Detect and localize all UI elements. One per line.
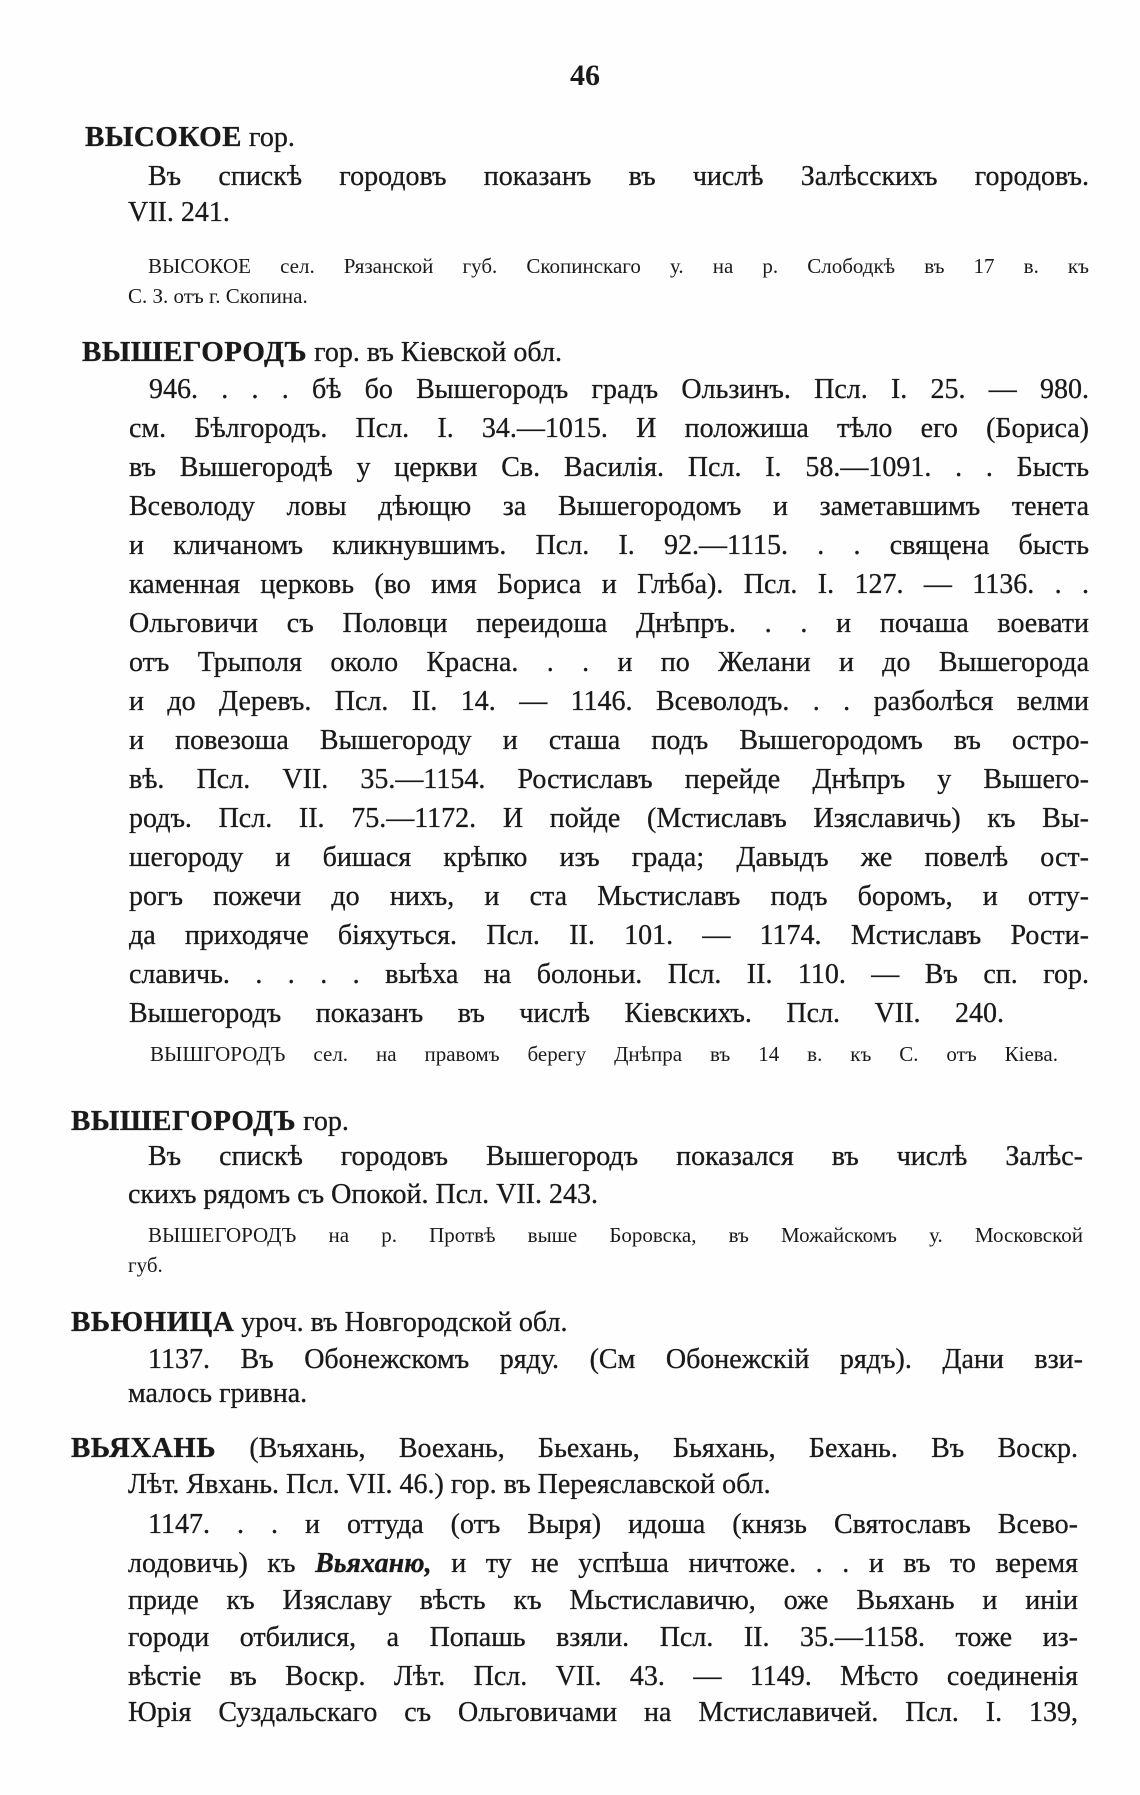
text-line: Всеволоду ловы дѣющю за Вышегородомъ и заметавшимъ тенета: [129, 491, 1089, 522]
text-line: да приходяче біяхуться. Псл. II. 101. — 1174. Мстиславъ Рости-: [129, 920, 1089, 951]
text-line: отъ Трыполя около Красна. . . и по Желани и до Вышегорода: [129, 647, 1089, 678]
text-line: рогъ пожечи до нихъ, и ста Мьстиславъ подъ боромъ, и отту-: [129, 881, 1089, 912]
headword: ВЫШЕГОРОДЪ: [71, 1105, 297, 1137]
note-line: губ.: [128, 1253, 163, 1277]
text-segment: лодовичь) къ: [128, 1548, 316, 1579]
text-line: славичь. . . . . выѣха на болоньи. Псл. II. 110. — Въ сп. гор.: [129, 959, 1089, 990]
headword: ВЫШЕГОРОДЪ: [82, 336, 308, 368]
text-line: и до Деревъ. Псл. II. 14. — 1146. Всеволодъ. . . разболѣся велми: [129, 686, 1089, 717]
entry-heading: [85, 119, 295, 155]
text-line: VII. 241.: [128, 197, 230, 228]
text-line: 1137. Въ Обонежскомъ ряду. (См Обонежскій рядъ). Дани взи-: [148, 1344, 1083, 1375]
text-line: приде къ Изяславу вѣсть къ Мьстиславичю, оже Вьяхань и иніи: [128, 1585, 1078, 1616]
text-line: 946. . . . бѣ бо Вышегородъ градъ Ользинъ. Псл. I. 25. — 980.: [149, 374, 1089, 405]
text-line: родъ. Псл. II. 75.—1172. И пойде (Мстиславъ Изяславичь) къ Вы-: [129, 803, 1089, 834]
note-line: С. З. отъ г. Скопина.: [128, 284, 308, 308]
text-line: въ Вышегородѣ у церкви Св. Василія. Псл. I. 58.—1091. . . Бысть: [129, 452, 1089, 483]
text-line: [128, 1546, 1078, 1582]
text-segment: и ту не успѣша ничтоже. . . и въ то веремя: [431, 1548, 1079, 1579]
text-line: городи отбилися, а Попашь взяли. Псл. II. 35.—1158. тоже из-: [128, 1622, 1078, 1653]
italic-term: Вьяханю,: [315, 1548, 432, 1579]
entry-heading: [71, 1430, 1078, 1466]
headword: ВЬЮНИЦА: [71, 1306, 235, 1338]
text-line: 1147. . . и оттуда (отъ Выря) идоша (князь Святославъ Всево-: [148, 1509, 1078, 1540]
head-rest: гор.: [242, 122, 295, 153]
text-line: Ольговичи съ Половци переидоша Днѣпръ. . . и почаша воевати: [129, 608, 1089, 639]
note-line: ВЫШГОРОДЪ сел. на правомъ берегу Днѣпра въ 14 в. къ С. отъ Кіева.: [150, 1042, 1058, 1066]
page-number: 46: [570, 59, 600, 92]
head-rest: уроч. въ Новгородской обл.: [234, 1307, 568, 1338]
note-line: ВЫШЕГОРОДЪ на р. Протвѣ выше Боровска, въ Можайскомъ у. Московской: [148, 1223, 1083, 1247]
entry-heading: [71, 1103, 349, 1139]
head-rest: (Въяхань, Воехань, Бьехань, Бьяхань, Бехань. Въ Воскр.: [216, 1433, 1078, 1464]
heading-continuation: Лѣт. Явхань. Псл. VII. 46.) гор. въ Переяславской обл.: [128, 1469, 771, 1500]
entry-heading: [71, 1304, 567, 1340]
text-line: скихъ рядомъ съ Опокой. Псл. VII. 243.: [128, 1179, 598, 1210]
text-line: см. Бѣлгородъ. Псл. I. 34.—1015. И положиша тѣло его (Бориса): [129, 413, 1089, 444]
headword: ВЬЯХАНЬ: [71, 1432, 217, 1464]
text-line: Въ спискѣ городовъ показанъ въ числѣ Залѣсскихъ городовъ.: [148, 161, 1089, 192]
text-line: малось гривна.: [128, 1378, 308, 1409]
text-line: вѣстіе въ Воскр. Лѣт. Псл. VII. 43. — 1149. Мѣсто соединенія: [128, 1661, 1078, 1692]
note-line: ВЫСОКОЕ сел. Рязанской губ. Скопинскаго у. на р. Слободкѣ въ 17 в. къ: [148, 254, 1089, 278]
text-line: и кличаномъ кликнувшимъ. Псл. I. 92.—1115. . . священа бысть: [129, 530, 1089, 561]
text-line: вѣ. Псл. VII. 35.—1154. Ростиславъ перейде Днѣпръ у Вышего-: [129, 764, 1089, 795]
head-rest: гор. въ Кіевской обл.: [307, 337, 562, 368]
head-rest: гор.: [296, 1106, 349, 1137]
text-line: Вышегородъ показанъ въ числѣ Кіевскихъ. Псл. VII. 240.: [129, 998, 1004, 1029]
text-line: каменная церковь (во имя Бориса и Глѣба). Псл. I. 127. — 1136. . .: [129, 569, 1089, 600]
text-line: шегороду и бишася крѣпко изъ града; Давыдъ же повелѣ ост-: [129, 842, 1089, 873]
text-line: Юрія Суздальскаго съ Ольговичами на Мстиславичей. Псл. I. 139,: [128, 1697, 1078, 1728]
text-line: Въ спискѣ городовъ Вышегородъ показался въ числѣ Залѣс-: [148, 1141, 1083, 1172]
headword: ВЫСОКОЕ: [85, 121, 243, 153]
text-line: и повезоша Вышегороду и сташа подъ Вышегородомъ въ остро-: [129, 725, 1089, 756]
entry-heading: [82, 334, 562, 370]
